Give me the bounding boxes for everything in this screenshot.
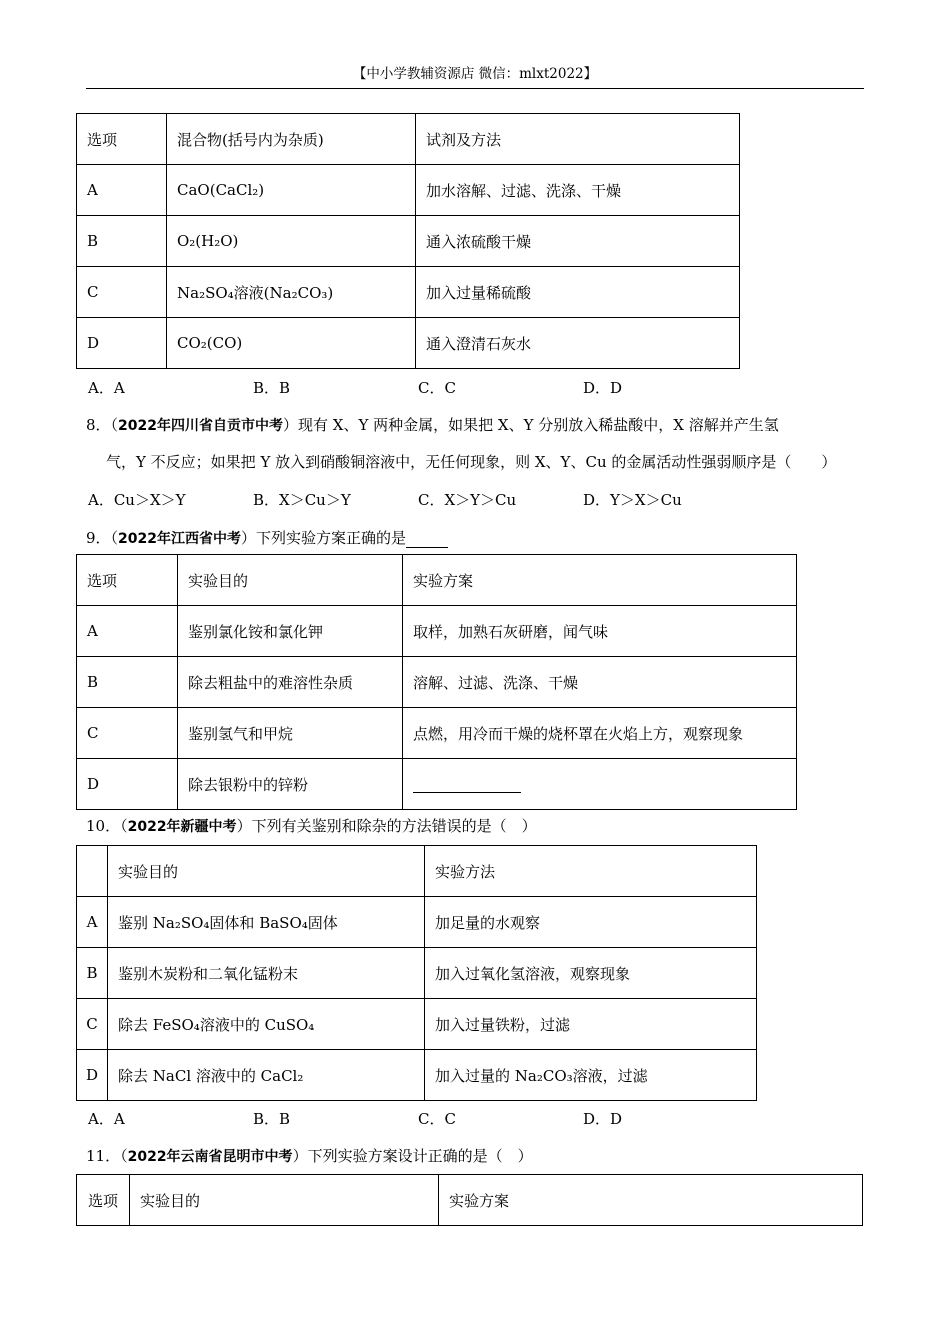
header-cell: 混合物(括号内为杂质): [167, 114, 416, 165]
goal-cell: 鉴别木炭粉和二氧化锰粉末: [108, 948, 425, 999]
option-cell: B: [77, 216, 167, 267]
goal-cell: 鉴别氯化铵和氯化钾: [178, 606, 403, 657]
option-b[interactable]: B．X＞Cu＞Y: [253, 491, 351, 509]
table-row: [77, 1050, 757, 1101]
question-source: 2022年新疆中考: [127, 819, 237, 835]
question-source: 2022年云南省昆明市中考: [127, 1149, 293, 1165]
q11-table: [76, 1174, 863, 1226]
option-cell: D: [77, 759, 178, 810]
header-cell: 实验方法: [425, 846, 757, 897]
question-text: ）下列实验方案设计正确的是（ ）: [292, 1147, 533, 1165]
option-b[interactable]: B．B: [253, 1110, 291, 1128]
option-cell: A: [77, 606, 178, 657]
header-cell: 实验方案: [439, 1175, 863, 1226]
table-row: [77, 948, 757, 999]
q8-stem-continued: 气，Y 不反应；如果把 Y 放入到硝酸铜溶液中，无任何现象，则 X、Y、Cu 的金属活动性强弱顺序是（ ）: [106, 453, 837, 471]
q10-table: [76, 845, 757, 1101]
question-number: 11．（: [86, 1147, 128, 1165]
q9-stem: [86, 527, 448, 548]
goal-cell: 除去粗盐中的难溶性杂质: [178, 657, 403, 708]
option-cell: A: [77, 165, 167, 216]
question-number: 9．（: [86, 529, 119, 547]
method-cell: 通入澄清石灰水: [416, 318, 740, 369]
plan-cell[interactable]: [403, 759, 797, 810]
page-header: 【中小学教辅资源店 微信：mlxt2022】: [86, 62, 864, 89]
table-row: [77, 708, 797, 759]
header-cell: 选项: [77, 114, 167, 165]
option-c[interactable]: C．C: [418, 379, 456, 397]
goal-cell: 鉴别 Na₂SO₄固体和 BaSO₄固体: [108, 897, 425, 948]
question-source: 2022年四川省自贡市中考: [118, 418, 284, 434]
answer-blank[interactable]: [413, 776, 521, 793]
answer-blank[interactable]: [406, 533, 448, 548]
option-cell: D: [77, 1050, 108, 1101]
table-header-row: [77, 1175, 863, 1226]
option-d[interactable]: D．D: [583, 379, 623, 397]
goal-cell: 鉴别氢气和甲烷: [178, 708, 403, 759]
plan-cell: 溶解、过滤、洗涤、干燥: [403, 657, 797, 708]
q8-stem: [86, 414, 779, 435]
header-cell: 实验目的: [178, 555, 403, 606]
option-a[interactable]: A．A: [88, 379, 125, 397]
option-cell: B: [77, 948, 108, 999]
mixture-cell: CaO(CaCl₂): [167, 165, 416, 216]
method-cell: 加入过量铁粉，过滤: [425, 999, 757, 1050]
table-header-row: [77, 114, 740, 165]
option-d[interactable]: D．D: [583, 1110, 623, 1128]
q10-stem: [86, 815, 537, 836]
table-row: [77, 759, 797, 810]
question-source: 2022年江西省中考: [118, 531, 242, 547]
header-cell: 实验目的: [130, 1175, 439, 1226]
option-cell: C: [77, 267, 167, 318]
header-cell: 选项: [77, 1175, 130, 1226]
option-cell: A: [77, 897, 108, 948]
plan-cell: 点燃，用冷而干燥的烧杯罩在火焰上方，观察现象: [403, 708, 797, 759]
option-cell: C: [77, 999, 108, 1050]
table-row: [77, 606, 797, 657]
table-header-row: [77, 555, 797, 606]
question-number: 10．（: [86, 817, 128, 835]
option-a[interactable]: A．Cu＞X＞Y: [88, 491, 186, 509]
q9-table: [76, 554, 797, 810]
q7-table: [76, 113, 740, 369]
question-text: ）下列实验方案正确的是: [241, 529, 407, 547]
option-b[interactable]: B．B: [253, 379, 291, 397]
mixture-cell: CO₂(CO): [167, 318, 416, 369]
goal-cell: 除去 FeSO₄溶液中的 CuSO₄: [108, 999, 425, 1050]
method-cell: 通入浓硫酸干燥: [416, 216, 740, 267]
option-d[interactable]: D．Y＞X＞Cu: [583, 491, 682, 509]
table-header-row: [77, 846, 757, 897]
question-text: ）下列有关鉴别和除杂的方法错误的是（ ）: [236, 817, 537, 835]
goal-cell: 除去 NaCl 溶液中的 CaCl₂: [108, 1050, 425, 1101]
mixture-cell: O₂(H₂O): [167, 216, 416, 267]
plan-cell: 取样，加熟石灰研磨，闻气味: [403, 606, 797, 657]
table-row: [77, 267, 740, 318]
goal-cell: 除去银粉中的锌粉: [178, 759, 403, 810]
q11-stem: [86, 1145, 533, 1166]
method-cell: 加水溶解、过滤、洗涤、干燥: [416, 165, 740, 216]
question-number: 8．（: [86, 416, 119, 434]
method-cell: 加入过氧化氢溶液，观察现象: [425, 948, 757, 999]
option-cell: D: [77, 318, 167, 369]
table-row: [77, 318, 740, 369]
header-cell: 试剂及方法: [416, 114, 740, 165]
option-c[interactable]: C．C: [418, 1110, 456, 1128]
table-row: [77, 897, 757, 948]
method-cell: 加入过量稀硫酸: [416, 267, 740, 318]
question-text: ）现有 X、Y 两种金属，如果把 X、Y 分别放入稀盐酸中，X 溶解并产生氢: [283, 416, 779, 434]
option-c[interactable]: C．X＞Y＞Cu: [418, 491, 517, 509]
table-row: [77, 657, 797, 708]
option-cell: C: [77, 708, 178, 759]
option-cell: B: [77, 657, 178, 708]
header-cell: 选项: [77, 555, 178, 606]
table-row: [77, 216, 740, 267]
option-a[interactable]: A．A: [88, 1110, 125, 1128]
table-row: [77, 165, 740, 216]
header-cell: 实验目的: [108, 846, 425, 897]
header-cell: [77, 846, 108, 897]
method-cell: 加入过量的 Na₂CO₃溶液，过滤: [425, 1050, 757, 1101]
table-row: [77, 999, 757, 1050]
mixture-cell: Na₂SO₄溶液(Na₂CO₃): [167, 267, 416, 318]
header-cell: 实验方案: [403, 555, 797, 606]
method-cell: 加足量的水观察: [425, 897, 757, 948]
